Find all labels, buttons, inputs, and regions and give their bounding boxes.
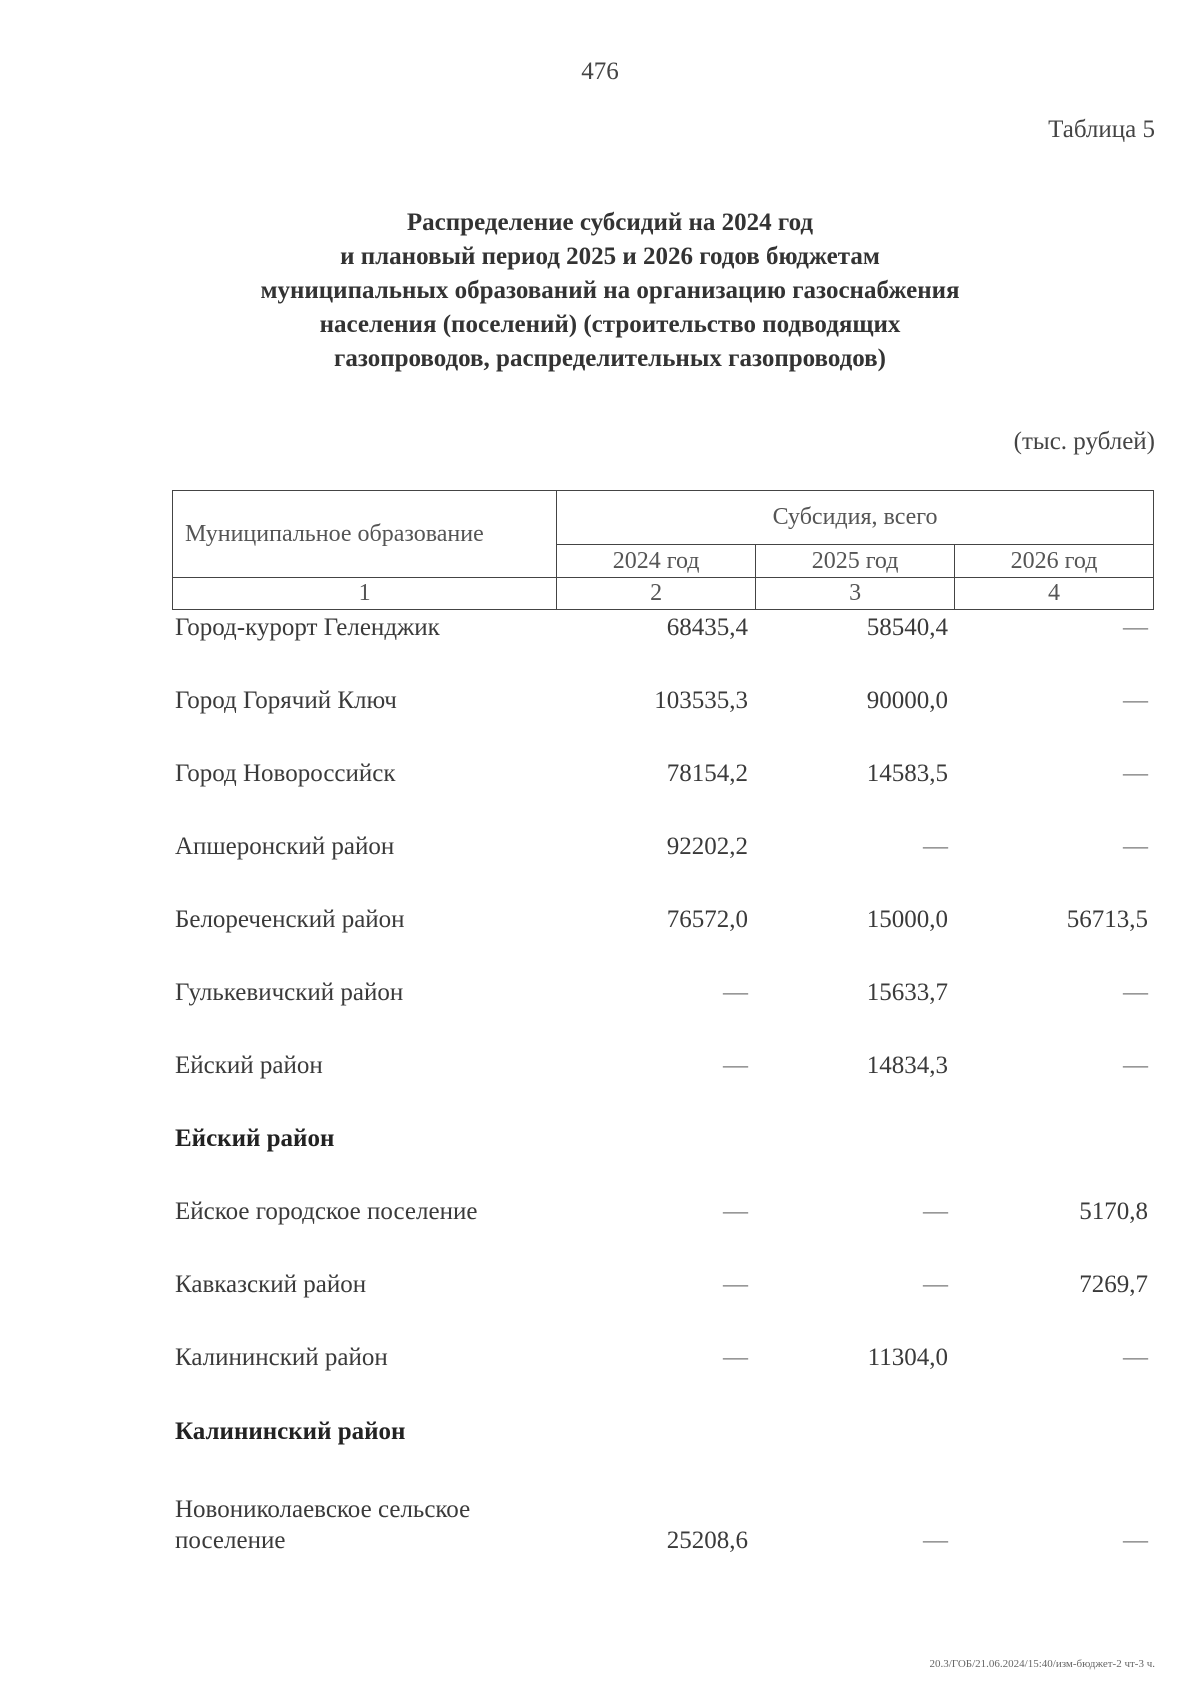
row-value-2025: — bbox=[923, 1198, 948, 1225]
row-value-2024: — bbox=[723, 1198, 748, 1225]
row-value-2024: 76572,0 bbox=[666, 906, 748, 933]
row-name: Калининский район bbox=[175, 1344, 388, 1371]
row-value-2025: 90000,0 bbox=[866, 687, 948, 714]
row-value-2024: 92202,2 bbox=[666, 833, 748, 860]
units-label: (тыс. рублей) bbox=[1013, 428, 1155, 455]
row-value-2024: 25208,6 bbox=[666, 1527, 748, 1554]
row-name: Апшеронский район bbox=[175, 833, 395, 860]
section-heading: Калининский район bbox=[175, 1418, 406, 1445]
title-line: Распределение субсидий на 2024 год bbox=[406, 209, 814, 236]
row-name: Город Новороссийск bbox=[175, 760, 396, 787]
footer-code: 20.3/ГОБ/21.06.2024/15:40/изм-бюджет-2 чт-3 ч. bbox=[929, 1658, 1155, 1670]
header-colnum-2: 2 bbox=[557, 578, 756, 610]
row-value-2024: — bbox=[723, 979, 748, 1006]
row-value-2025: 58540,4 bbox=[866, 614, 948, 641]
header-year-2024: 2024 год bbox=[557, 545, 756, 578]
row-value-2026: — bbox=[1123, 1527, 1148, 1554]
row-value-2024: — bbox=[723, 1052, 748, 1079]
row-value-2024: — bbox=[723, 1271, 748, 1298]
row-value-2026: — bbox=[1123, 1052, 1148, 1079]
row-name: Гулькевичский район bbox=[175, 979, 404, 1006]
title-line: газопроводов, распределительных газопроводов) bbox=[333, 345, 886, 372]
row-value-2025: — bbox=[923, 833, 948, 860]
row-value-2024: 78154,2 bbox=[666, 760, 748, 787]
row-value-2024: — bbox=[723, 1344, 748, 1371]
row-value-2024: 68435,4 bbox=[666, 614, 748, 641]
row-value-2026: — bbox=[1123, 979, 1148, 1006]
row-value-2024: 103535,3 bbox=[654, 687, 748, 714]
title-line: муниципальных образований на организацию газоснабжения bbox=[260, 277, 960, 304]
header-year-2026: 2026 год bbox=[955, 545, 1154, 578]
row-value-2025: — bbox=[923, 1527, 948, 1554]
title-line: и плановый период 2025 и 2026 годов бюджетам bbox=[340, 243, 880, 270]
row-value-2026: 5170,8 bbox=[1079, 1198, 1148, 1225]
header-colnum-3: 3 bbox=[756, 578, 955, 610]
row-value-2026: 56713,5 bbox=[1066, 906, 1148, 933]
row-value-2026: — bbox=[1123, 760, 1148, 787]
row-value-2026: — bbox=[1123, 687, 1148, 714]
header-municipality: Муниципальное образование bbox=[173, 491, 557, 578]
row-name-line: Новониколаевское сельское bbox=[175, 1496, 471, 1523]
row-value-2025: 15000,0 bbox=[866, 906, 948, 933]
row-value-2026: 7269,7 bbox=[1079, 1271, 1148, 1298]
row-name: Город Горячий Ключ bbox=[175, 687, 397, 714]
row-name: Ейское городское поселение bbox=[175, 1198, 478, 1225]
header-colnum-1: 1 bbox=[173, 578, 557, 610]
header-colnum-4: 4 bbox=[955, 578, 1154, 610]
row-value-2025: 14834,3 bbox=[866, 1052, 948, 1079]
row-name: Город-курорт Геленджик bbox=[175, 614, 440, 641]
row-name: Ейский район bbox=[175, 1052, 323, 1079]
header-year-2025: 2025 год bbox=[756, 545, 955, 578]
row-name: Белореченский район bbox=[175, 906, 405, 933]
table-label: Таблица 5 bbox=[1048, 116, 1155, 143]
row-value-2025: 11304,0 bbox=[867, 1344, 948, 1371]
row-value-2026: — bbox=[1123, 614, 1148, 641]
row-value-2025: 15633,7 bbox=[866, 979, 948, 1006]
page-number: 476 bbox=[581, 58, 619, 85]
row-value-2026: — bbox=[1123, 1344, 1148, 1371]
row-value-2026: — bbox=[1123, 833, 1148, 860]
header-subsidy-total: Субсидия, всего bbox=[557, 491, 1154, 545]
row-name: Кавказский район bbox=[175, 1271, 367, 1298]
row-value-2025: — bbox=[923, 1271, 948, 1298]
title-line: населения (поселений) (строительство подводящих bbox=[319, 311, 901, 338]
section-heading: Ейский район bbox=[175, 1125, 335, 1152]
row-name-line: поселение bbox=[175, 1527, 286, 1554]
row-value-2025: 14583,5 bbox=[866, 760, 948, 787]
